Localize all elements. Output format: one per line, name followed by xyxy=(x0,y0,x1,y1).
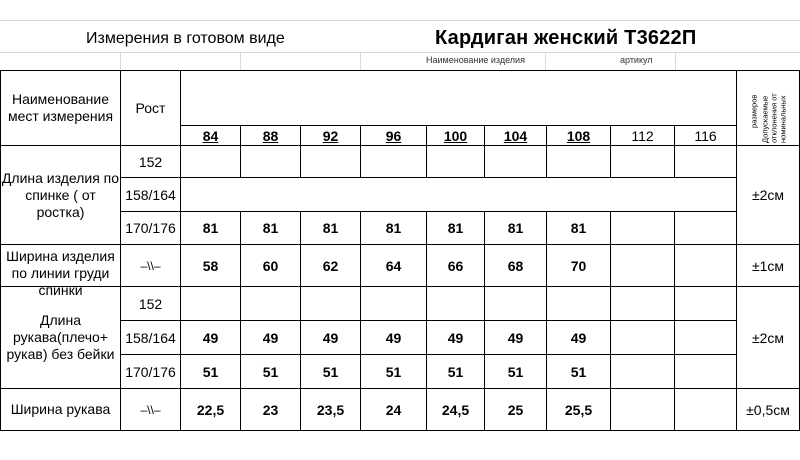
value-cell xyxy=(611,355,675,389)
value-cell xyxy=(675,287,737,321)
value-cell xyxy=(611,245,675,287)
grid-line xyxy=(545,52,546,70)
rost-cell: –\\– xyxy=(121,389,181,431)
value-cell: 25 xyxy=(485,389,547,431)
grid-line xyxy=(675,52,676,70)
value-cell xyxy=(427,146,485,178)
value-cell: 51 xyxy=(361,355,427,389)
grid-line xyxy=(240,52,241,70)
size-84: 84 xyxy=(181,126,241,146)
row-name-sleeve-length: Длина рукава(плечо+ рукав) без бейки xyxy=(1,287,121,389)
value-cell: 49 xyxy=(301,321,361,355)
size-108: 108 xyxy=(547,126,611,146)
grid-line xyxy=(0,20,800,21)
row-name-chest-width-text: Ширина изделия по линии груди спинки xyxy=(6,247,115,298)
article-caption: артикул xyxy=(620,55,653,65)
value-cell: 51 xyxy=(427,355,485,389)
value-cell xyxy=(611,287,675,321)
size-112: 112 xyxy=(611,126,675,146)
size-96: 96 xyxy=(361,126,427,146)
name-header: Наименование мест измерения xyxy=(1,71,121,146)
row-name-back-length: Длина изделия по спинке ( от ростка) xyxy=(1,146,121,245)
value-cell xyxy=(485,287,547,321)
value-cell: 81 xyxy=(485,212,547,245)
tolerance-header-text: Допускаемые отклонения от номинальных xyxy=(760,93,788,143)
value-cell xyxy=(181,146,241,178)
value-cell: 51 xyxy=(241,355,301,389)
grid-line xyxy=(120,52,121,70)
value-cell xyxy=(241,287,301,321)
value-cell: 24 xyxy=(361,389,427,431)
value-cell xyxy=(181,287,241,321)
value-cell: 81 xyxy=(427,212,485,245)
value-cell: 81 xyxy=(301,212,361,245)
value-cell xyxy=(675,321,737,355)
value-cell: 64 xyxy=(361,245,427,287)
value-cell: 51 xyxy=(547,355,611,389)
value-cell: 62 xyxy=(301,245,361,287)
product-name-caption: Наименование изделия xyxy=(426,55,525,65)
value-cell: 51 xyxy=(485,355,547,389)
value-cell: 24,5 xyxy=(427,389,485,431)
tolerance-sleeve-width: ±0,5см xyxy=(737,389,800,431)
value-cell xyxy=(675,245,737,287)
grid-line xyxy=(360,52,361,70)
value-cell xyxy=(675,389,737,431)
size-104: 104 xyxy=(485,126,547,146)
row-name-chest-width xyxy=(1,245,121,298)
rost-cell: 158/164 xyxy=(121,321,181,355)
value-cell: 81 xyxy=(241,212,301,245)
size-100: 100 xyxy=(427,126,485,146)
value-cell: 66 xyxy=(427,245,485,287)
value-cell: 81 xyxy=(547,212,611,245)
value-cell: 58 xyxy=(181,245,241,287)
value-cell xyxy=(301,146,361,178)
value-cell xyxy=(547,287,611,321)
measurements-label: Измерения в готовом виде xyxy=(86,30,285,47)
value-cell: 23 xyxy=(241,389,301,431)
tolerance-header xyxy=(737,71,800,146)
tolerance-sleeve-length: ±2см xyxy=(737,287,800,389)
value-cell: 49 xyxy=(241,321,301,355)
value-cell: 70 xyxy=(547,245,611,287)
value-cell xyxy=(361,287,427,321)
tolerance-back-length: ±2см xyxy=(737,146,800,245)
value-cell: 68 xyxy=(485,245,547,287)
value-cell-merged xyxy=(181,178,737,212)
rost-cell: 158/164 xyxy=(121,178,181,212)
value-cell: 49 xyxy=(485,321,547,355)
value-cell: 81 xyxy=(181,212,241,245)
value-cell: 49 xyxy=(181,321,241,355)
value-cell: 60 xyxy=(241,245,301,287)
value-cell xyxy=(611,212,675,245)
rost-header: Рост xyxy=(121,71,181,146)
value-cell: 49 xyxy=(427,321,485,355)
value-cell xyxy=(611,389,675,431)
value-cell xyxy=(547,146,611,178)
rost-cell: 170/176 xyxy=(121,355,181,389)
value-cell xyxy=(611,321,675,355)
measurement-table xyxy=(0,70,800,431)
rost-cell: 170/176 xyxy=(121,212,181,245)
value-cell xyxy=(611,146,675,178)
size-116: 116 xyxy=(675,126,737,146)
product-title: Кардиган женский Т3622П xyxy=(435,27,697,49)
value-cell: 49 xyxy=(547,321,611,355)
value-cell xyxy=(241,146,301,178)
value-cell xyxy=(301,287,361,321)
rost-cell: –\\– xyxy=(121,245,181,287)
header-area xyxy=(0,0,800,72)
value-cell xyxy=(675,212,737,245)
value-cell xyxy=(485,146,547,178)
row-name-sleeve-width: Ширина рукава xyxy=(1,389,121,431)
value-cell: 49 xyxy=(361,321,427,355)
value-cell: 51 xyxy=(181,355,241,389)
value-cell: 25,5 xyxy=(547,389,611,431)
size-92: 92 xyxy=(301,126,361,146)
value-cell: 81 xyxy=(361,212,427,245)
tolerance-header-text-2: размеров xyxy=(749,94,759,128)
value-cell xyxy=(675,355,737,389)
rost-cell: 152 xyxy=(121,287,181,321)
rost-cell: 152 xyxy=(121,146,181,178)
value-cell xyxy=(675,146,737,178)
value-cell xyxy=(361,146,427,178)
value-cell: 23,5 xyxy=(301,389,361,431)
value-cell: 51 xyxy=(301,355,361,389)
size-header-band xyxy=(181,71,737,126)
size-88: 88 xyxy=(241,126,301,146)
value-cell xyxy=(427,287,485,321)
tolerance-chest-width: ±1см xyxy=(737,245,800,287)
value-cell: 22,5 xyxy=(181,389,241,431)
